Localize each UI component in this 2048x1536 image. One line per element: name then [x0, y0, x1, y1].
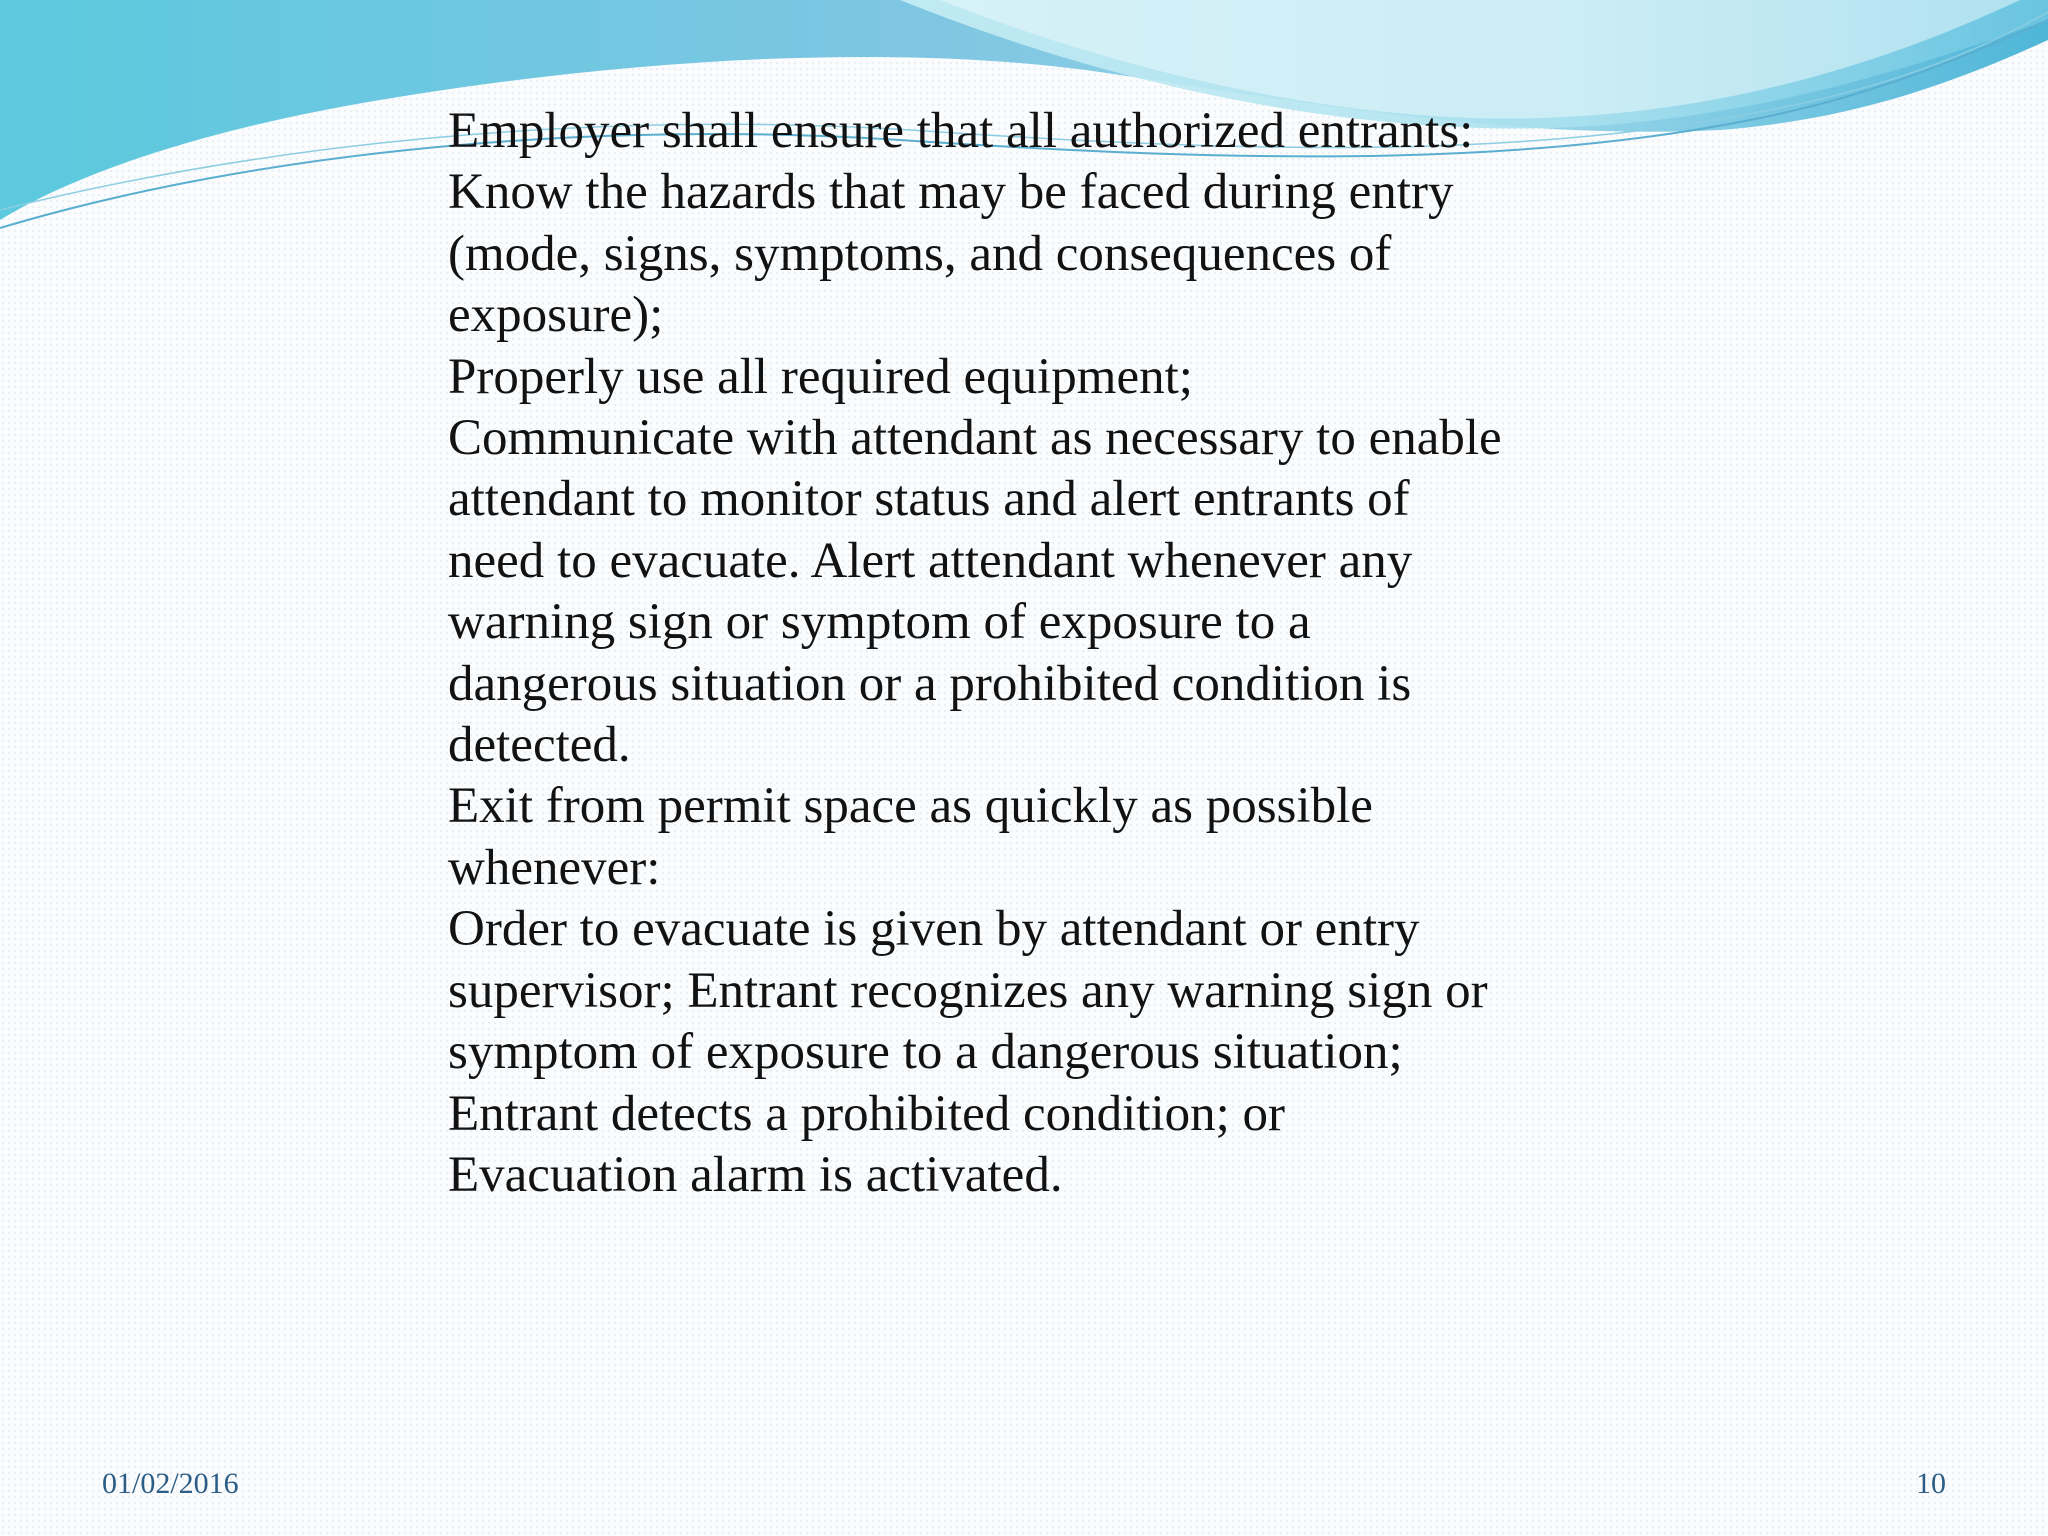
body-line-4: Communicate with attendant as necessary to enable attendant to monitor status and alert entrants of need to evacuate. Alert attendant whenever any warning sign or symptom of exposure to a dangerous situation or a prohibited condition is detected.: [448, 410, 1502, 774]
body-line-3: Properly use all required equipment;: [448, 348, 1193, 405]
footer-date: 01/02/2016: [102, 1467, 239, 1500]
body-line-5: Exit from permit space as quickly as possible whenever:: [448, 778, 1373, 896]
body-line-8: Evacuation alarm is activated.: [448, 1146, 1063, 1203]
slide-body-text: [448, 101, 1508, 1206]
slide-number: 10: [1916, 1467, 1946, 1500]
body-line-2: Know the hazards that may be faced during entry (mode, signs, symptoms, and consequences of exposure);: [448, 164, 1454, 344]
body-line-7: Entrant detects a prohibited condition; or: [448, 1085, 1286, 1142]
body-line-1: Employer shall ensure that all authorized entrants:: [448, 103, 1474, 159]
body-line-6: Order to evacuate is given by attendant or entry supervisor; Entrant recognizes any warning sign or symptom of exposure to a dangerous situation;: [448, 901, 1488, 1081]
